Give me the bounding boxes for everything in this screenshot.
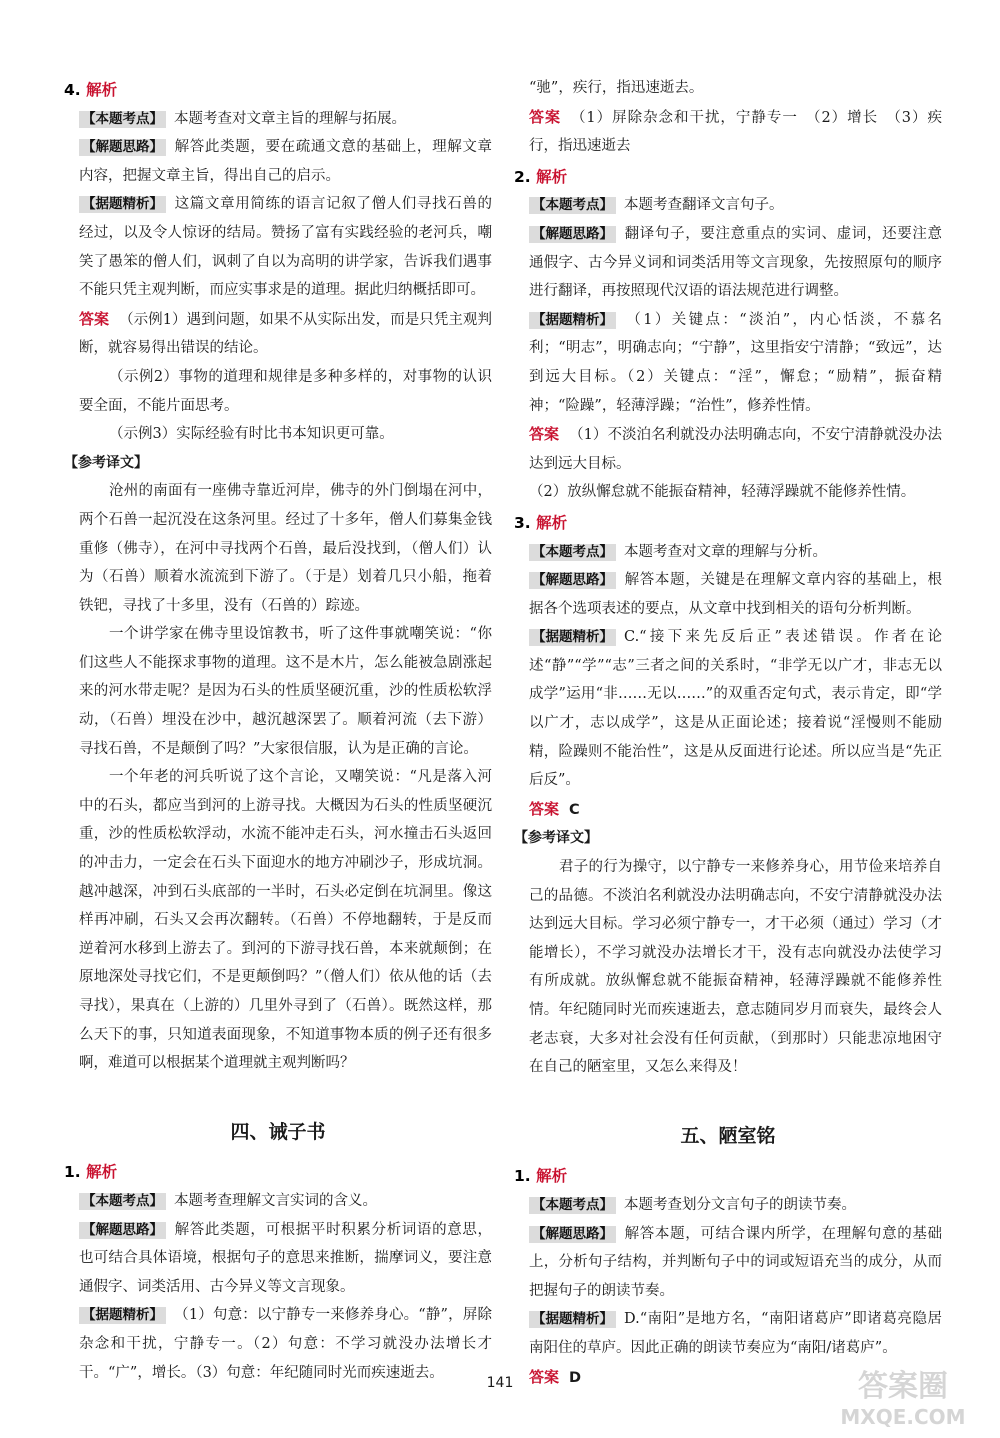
q3-kaodian: 【本题考点】 本题考查对文章的理解与分析。	[514, 538, 942, 567]
s4-question-2-heading: 2. 解析	[514, 167, 568, 186]
s4q1-answer: 答案 （1）屏除杂念和干扰，宁静专一 （2）增长 （3）疾行，指迅速逝去	[529, 107, 942, 155]
s5-question-1-heading: 1. 解析	[514, 1167, 568, 1186]
reference-translation-label-2: 【参考译文】	[514, 830, 598, 847]
reference-paragraph-1: 沧州的南面有一座佛寺靠近河岸，佛寺的外门倒塌在河中，两个石兽一起沉没在这条河里。经过了十多年，僧人们募集金钱重修（佛寺），在河中寻找两个石兽，最后没找到，（僧人们）认为（石兽）顺着水流流到下游了。（于是）划着几只小船，拖着铁钯，寻找了十多里，没有（石兽的）踪迹。	[79, 483, 492, 614]
s5q1-jingxi: 【据题精析】 D.“南阳”是地方名，“南阳诸葛庐”即诸葛亮隐居南阳住的草庐。因此正确的朗读节奏应为“南阳/诸葛庐”。	[529, 1311, 942, 1356]
s4q1-kaodian: 【本题考点】 本题考查理解文言实词的含义。	[64, 1187, 492, 1216]
question-4-heading: 4. 解析	[64, 81, 118, 99]
q4-kaodian: 【本题考点】 本题考查对文章主旨的理解与拓展。	[64, 105, 492, 134]
watermark-text-bottom: MXQE.COM	[840, 1405, 966, 1429]
section-title-4: 四、诫子书	[230, 1120, 326, 1143]
q2-silu: 【解题思路】 翻译句子，要注意重点的实词、虚词，还要注意通假字、古今异义词和词类活用等文言现象，先按照原句的顺序进行翻译，再按照现代汉语的语法规范进行调整。	[529, 225, 942, 300]
q2-jingxi: 【据题精析】 （1）关键点：“淡泊”，内心恬淡，不慕名利；“明志”，明确志向；“宁静”，这里指安宁清静；“致远”，达到远大目标。（2）关键点：“淫”，懈怠；“励精”，振奋精神；“险躁”，轻薄浮躁；“治性”，修养性情。	[529, 311, 942, 414]
left-column	[64, 74, 492, 1387]
watermark-logo	[818, 1362, 988, 1432]
s4q1-jingxi-continued: “驰”，疾行，指迅速逝去。	[529, 80, 704, 96]
q2-kaodian: 【本题考点】 本题考查翻译文言句子。	[514, 191, 942, 220]
q3-silu: 【解题思路】 解答本题，关键是在理解文章内容的基础上，根据各个选项表述的要点，从文章中找到相关的语句分析判断。	[529, 572, 942, 617]
q2-answer-1: 答案 （1）不淡泊名利就没办法明确志向，不安宁清静就没办法达到远大目标。	[529, 425, 942, 472]
watermark-text-top: 答案圈	[858, 1369, 948, 1404]
section-title-5: 五、陋室铭	[680, 1124, 776, 1147]
q4-answer-1: 答案 （示例1）遇到问题，如果不从实际出发，而是只凭主观判断，就容易得出错误的结论。	[79, 309, 492, 357]
q4-silu: 【解题思路】 解答此类题，要在疏通文意的基础上，理解文章内容，把握文章主旨，得出自己的启示。	[79, 139, 492, 184]
s4q1-jingxi: 【据题精析】 （1）句意：以宁静专一来修养身心。“静”，屏除杂念和干扰，宁静专一。（2）句意：不学习就没办法增长才干。“广”，增长。（3）句意：年纪随同时光而疾速逝去。	[79, 1307, 492, 1381]
reference-paragraph-3: 一个年老的河兵听说了这个言论，又嘲笑说：“凡是落入河中的石头，都应当到河的上游寻找。大概因为石头的性质坚硬沉重，沙的性质松软浮动，水流不能冲走石头，河水撞击石头返回的冲击力，一定会在石头下面迎水的地方冲刷沙子，形成坑洞。越冲越深，冲到石头底部的一半时，石头必定倒在坑洞里。像这样再冲刷，石头又会再次翻转。（石兽）不停地翻转，于是反而逆着河水移到上游去了。到河的下游寻找石兽，本来就颠倒；在原地深处寻找它们，不是更颠倒吗？”（僧人们）依从他的话（去寻找），果真在（上游的）几里外寻到了（石兽）。既然这样，那么天下的事，只知道表面现象，不知道事物本质的例子还有很多啊，难道可以根据某个道理就主观判断吗？	[79, 769, 492, 1072]
s5q1-kaodian: 【本题考点】 本题考查划分文言句子的朗读节奏。	[514, 1191, 942, 1220]
s4-question-1-heading: 1. 解析	[64, 1163, 118, 1182]
reference-paragraph-4: 君子的行为操守，以宁静专一来修养身心，用节俭来培养自己的品德。不淡泊名利就没办法明确志向，不安宁清静就没办法达到远大目标。学习必须宁静专一，才干必须（通过）学习（才能增长），不学习就没办法增长才干，没有志向就没办法使学习有所成就。放纵懈怠就不能振奋精神，轻薄浮躁就不能修养性情。年纪随同时光而疾速逝去，意志随同岁月而衰失，最终会人老志衰，大多对社会没有任何贡献，（到那时）只能悲凉地困守在自己的陋室里，又怎么来得及！	[529, 859, 942, 1076]
q3-answer: 答案 C	[529, 799, 580, 818]
q3-jingxi: 【据题精析】 C.“接下来先反后正”表述错误。作者在论述“静”“学”“志”三者之间的关系时，“非学无以广才，非志无以成学”运用“非……无以……”的双重否定句式，表示肯定，即“学以广才，志以成学”，这是从正面论述；接着说“淫慢则不能励精，险躁则不能治性”，这是从反面进行论述。所以应当是“先正后反”。	[529, 629, 942, 789]
s5q1-answer: 答案 D	[529, 1367, 582, 1386]
s5q1-silu: 【解题思路】 解答本题，可结合课内所学，在理解句意的基础上，分析句子结构，并判断句子中的词或短语充当的成分，从而把握句子的朗读节奏。	[529, 1225, 942, 1299]
reference-translation-label: 【参考译文】	[64, 454, 148, 471]
q4-answer-2: （示例2）事物的道理和规律是多种多样的，对事物的认识要全面，不能片面思考。	[79, 368, 492, 414]
s4q1-silu: 【解题思路】 解答此类题，可根据平时积累分析词语的意思，也可结合具体语境，根据句子的意思来推断，揣摩词义，要注意通假字、词类活用、古今异义等文言现象。	[79, 1221, 492, 1295]
reference-paragraph-2: 一个讲学家在佛寺里设馆教书，听了这件事就嘲笑说：“你们这些人不能探求事物的道理。这不是木片，怎么能被急剧涨起来的河水带走呢？是因为石头的性质坚硬沉重，沙的性质松软浮动，（石兽）埋没在沙中，越沉越深罢了。顺着河流（去下游）寻找石兽，不是颠倒了吗？”大家很信服，认为是正确的言论。	[79, 626, 492, 757]
q2-answer-2: （2）放纵懈怠就不能振奋精神，轻薄浮躁就不能修养性情。	[529, 484, 916, 501]
s4-question-3-heading: 3. 解析	[514, 513, 568, 532]
q4-answer-3: （示例3）实际经验有时比书本知识更可靠。	[109, 426, 394, 443]
page-number: 141	[486, 1375, 514, 1391]
q4-jingxi: 【据题精析】 这篇文章用简练的语言记叙了僧人们寻找石兽的经过，以及令人惊讶的结局。赞扬了富有实践经验的老河兵，嘲笑了愚笨的僧人们，讽刺了自以为高明的讲学家，告诉我们遇事不能只凭主观判断，而应实事求是的道理。据此归纳概括即可。	[79, 196, 492, 299]
right-column	[514, 74, 942, 1392]
